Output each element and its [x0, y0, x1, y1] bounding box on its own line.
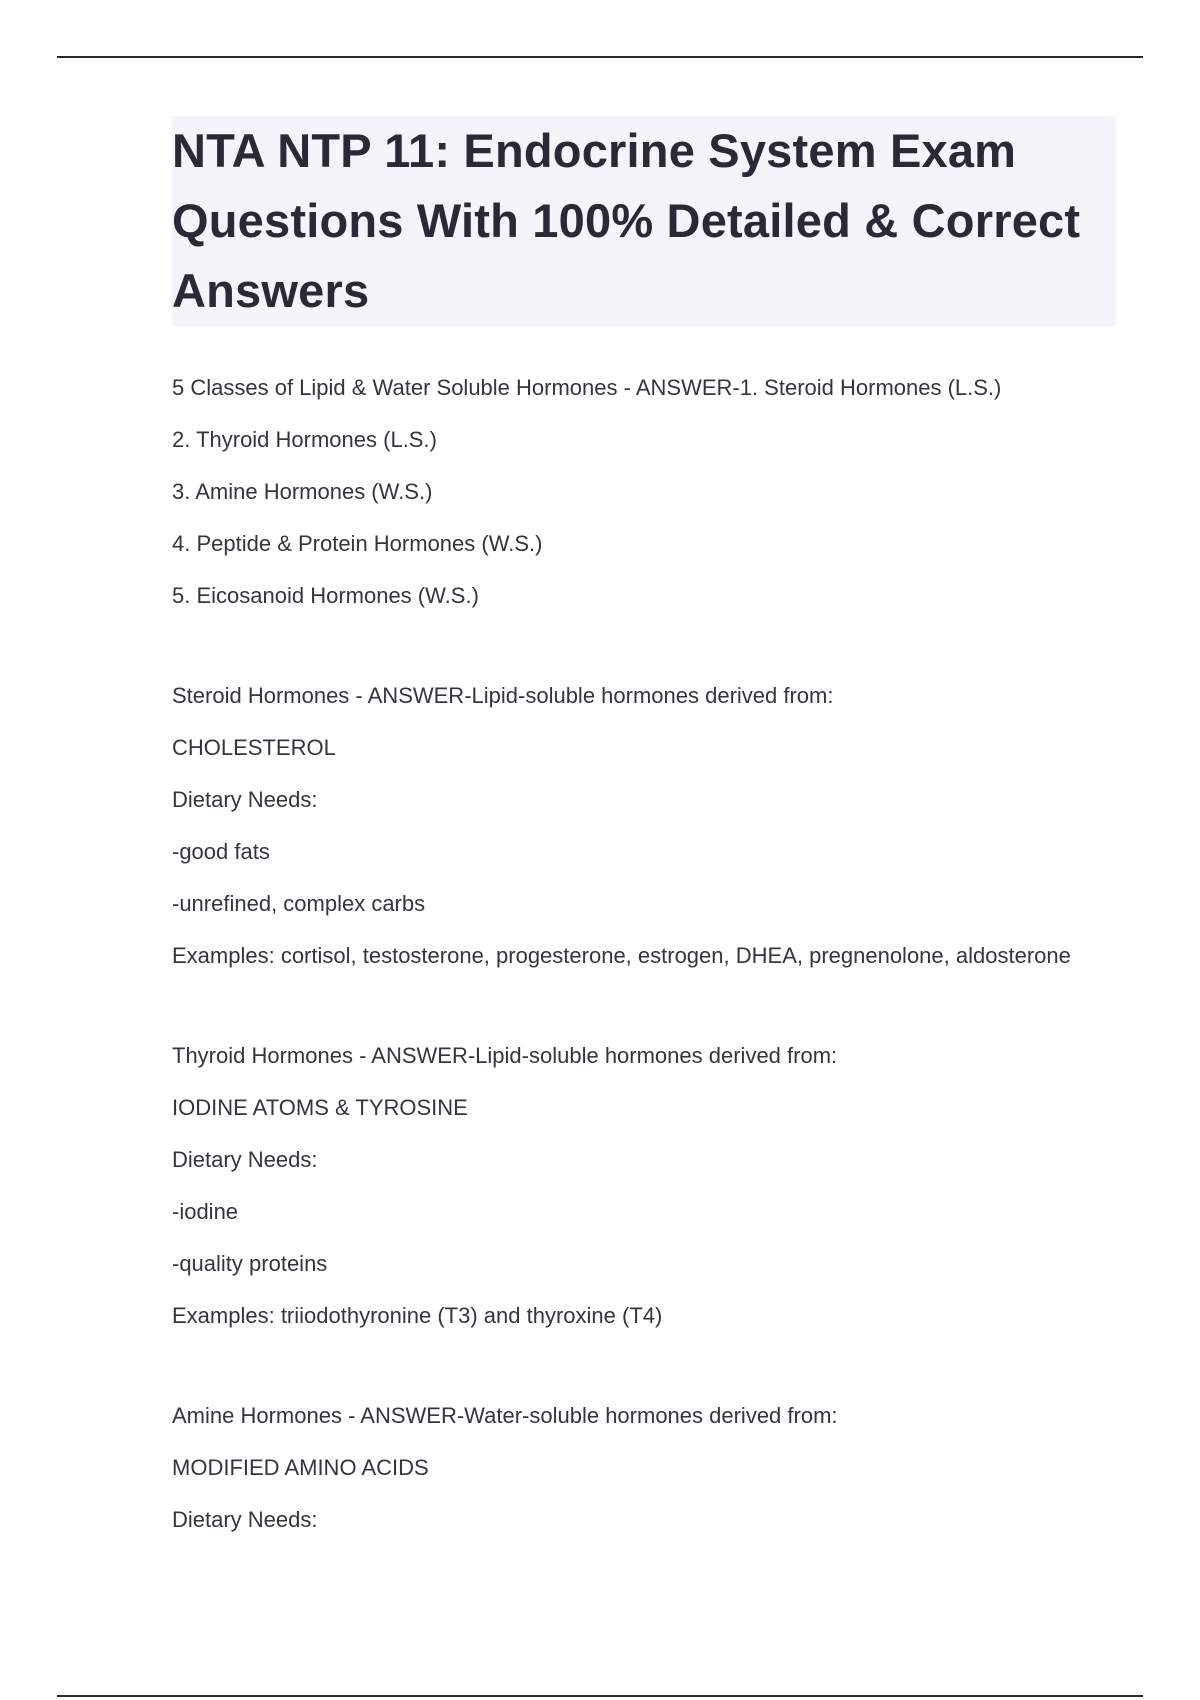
question-line: 5 Classes of Lipid & Water Soluble Hormones - ANSWER-1. Steroid Hormones (L.S.)	[172, 375, 1002, 400]
answer-line: -good fats	[172, 839, 270, 864]
bottom-divider	[57, 1695, 1143, 1697]
answer-line: IODINE ATOMS & TYROSINE	[172, 1095, 468, 1120]
section-gap	[172, 992, 1116, 1040]
document-body	[172, 116, 1116, 1556]
answer-line: 5. Eicosanoid Hormones (W.S.)	[172, 583, 479, 608]
section-gap	[172, 632, 1116, 680]
qa-item-lipid-water-classes	[172, 372, 1116, 612]
answer-line: Dietary Needs:	[172, 1507, 318, 1532]
section-gap	[172, 1352, 1116, 1400]
answer-line: Examples: triiodothyronine (T3) and thyroxine (T4)	[172, 1303, 663, 1328]
answer-line: Dietary Needs:	[172, 1147, 318, 1172]
qa-item-thyroid-hormones	[172, 1040, 1116, 1332]
answer-line: -unrefined, complex carbs	[172, 891, 426, 916]
answer-line: -iodine	[172, 1199, 239, 1224]
page-title: NTA NTP 11: Endocrine System Exam Questions With 100% Detailed & Correct Answers	[172, 124, 1081, 317]
answer-line: CHOLESTEROL	[172, 735, 336, 760]
qa-item-steroid-hormones	[172, 680, 1116, 972]
answer-line: MODIFIED AMINO ACIDS	[172, 1455, 429, 1480]
qa-list	[172, 372, 1116, 1536]
answer-line: Examples: cortisol, testosterone, progesterone, estrogen, DHEA, pregnenolone, aldosterone	[172, 943, 1071, 968]
answer-line: -quality proteins	[172, 1251, 328, 1276]
answer-line: Dietary Needs:	[172, 787, 318, 812]
answer-line: 4. Peptide & Protein Hormones (W.S.)	[172, 531, 543, 556]
top-divider	[57, 56, 1143, 58]
qa-item-amine-hormones	[172, 1400, 1116, 1536]
answer-line: 3. Amine Hormones (W.S.)	[172, 479, 433, 504]
question-line: Steroid Hormones - ANSWER-Lipid-soluble hormones derived from:	[172, 683, 834, 708]
answer-line: 2. Thyroid Hormones (L.S.)	[172, 427, 437, 452]
title-banner	[172, 116, 1116, 326]
question-line: Amine Hormones - ANSWER-Water-soluble hormones derived from:	[172, 1403, 838, 1428]
question-line: Thyroid Hormones - ANSWER-Lipid-soluble hormones derived from:	[172, 1043, 838, 1068]
